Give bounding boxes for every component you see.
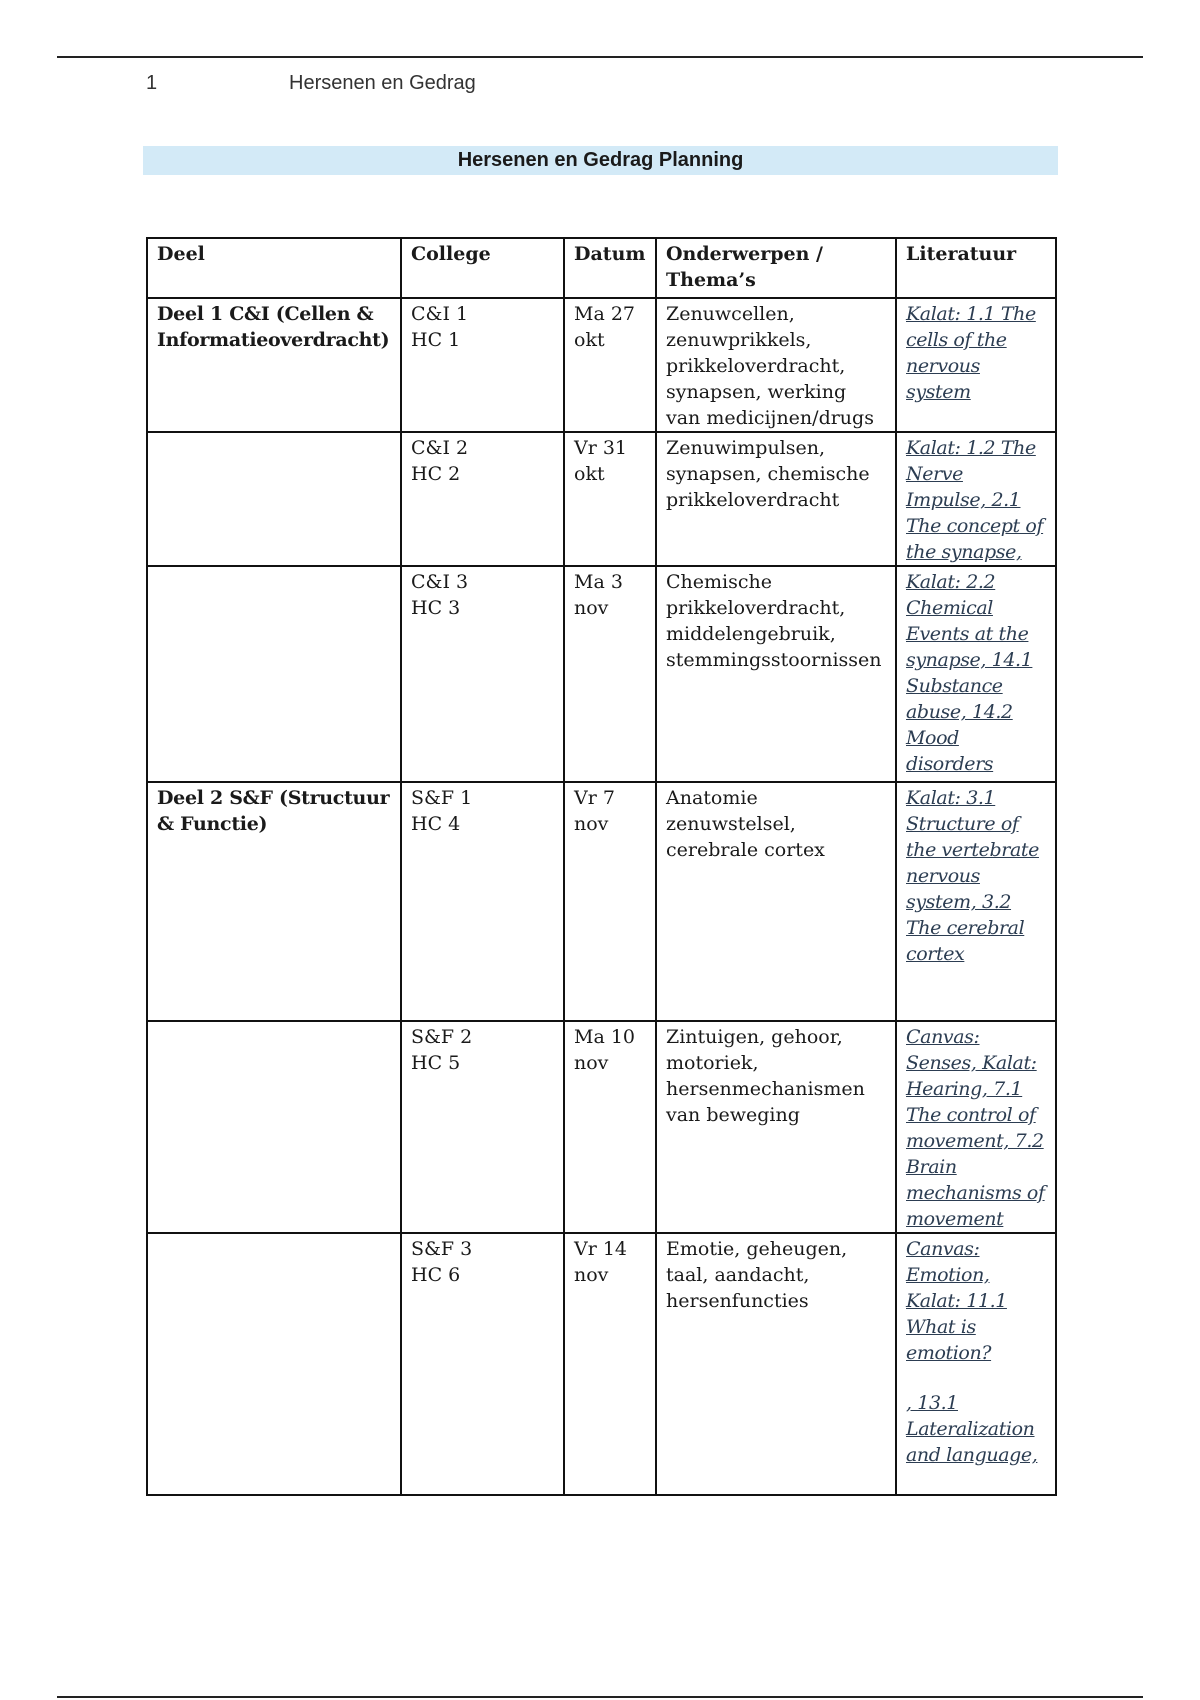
column-header-deel: Deel — [147, 238, 401, 298]
literatuur-cell — [896, 566, 1056, 782]
table-row — [147, 432, 1056, 566]
deel-cell — [147, 432, 401, 566]
literatuur-cell — [896, 1233, 1056, 1495]
datum-month: nov — [574, 813, 609, 835]
planning-table — [146, 237, 1057, 1496]
datum-cell — [564, 1233, 656, 1495]
datum-day: Ma 10 — [574, 1026, 635, 1048]
college-code: S&F 3 — [411, 1238, 473, 1260]
literatuur-link[interactable]: Canvas: Emotion, Kalat: 11.1 What is emotion? — [906, 1238, 1007, 1364]
column-header-datum: Datum — [564, 238, 656, 298]
deel-cell — [147, 1233, 401, 1495]
datum-cell — [564, 566, 656, 782]
datum-day: Vr 31 — [574, 437, 628, 459]
table-row — [147, 782, 1056, 1021]
college-code: S&F 2 — [411, 1026, 473, 1048]
literatuur-link[interactable]: Kalat: 1.1 The cells of the nervous system — [906, 303, 1036, 403]
page-number: 1 — [146, 72, 158, 94]
college-cell — [401, 1021, 564, 1233]
college-hc: HC 4 — [411, 813, 461, 835]
deel-cell: Deel 2 S&F (Structuur & Functie) — [147, 782, 401, 1021]
college-hc: HC 2 — [411, 463, 461, 485]
datum-day: Vr 7 — [574, 787, 615, 809]
document-title-bar — [143, 146, 1058, 175]
college-code: C&I 2 — [411, 437, 469, 459]
literatuur-cell — [896, 432, 1056, 566]
table-row — [147, 1233, 1056, 1495]
footer-rule — [57, 1696, 1143, 1698]
column-header-literatuur: Literatuur — [896, 238, 1056, 298]
college-cell — [401, 782, 564, 1021]
table-row — [147, 1021, 1056, 1233]
onderwerpen-cell: Anatomie zenuwstelsel, cerebrale cortex — [656, 782, 896, 1021]
literatuur-link[interactable]: Kalat: 2.2 Chemical Events at the synapse, 14.1 Substance abuse, 14.2 Mood disorders — [906, 571, 1033, 775]
literatuur-link[interactable]: Canvas: Senses, Kalat: Hearing, 7.1 The control of movement, 7.2 Brain mechanisms of movement — [906, 1026, 1045, 1230]
literatuur-link[interactable]: Kalat: 3.1 Structure of the vertebrate nervous system, 3.2 The cerebral cortex — [906, 787, 1039, 965]
onderwerpen-cell: Emotie, geheugen, taal, aandacht, hersenfuncties — [656, 1233, 896, 1495]
college-cell — [401, 566, 564, 782]
datum-day: Vr 14 — [574, 1238, 628, 1260]
header-rule — [57, 56, 1143, 58]
college-cell — [401, 298, 564, 432]
column-header-onderwerpen: Onderwerpen / Thema’s — [656, 238, 896, 298]
literatuur-cell — [896, 1021, 1056, 1233]
literatuur-link[interactable]: , 13.1 Lateralization and language, — [906, 1392, 1038, 1466]
datum-cell — [564, 1021, 656, 1233]
datum-month: nov — [574, 1052, 609, 1074]
literatuur-cell — [896, 298, 1056, 432]
datum-cell — [564, 782, 656, 1021]
datum-day: Ma 27 — [574, 303, 635, 325]
table-header-row — [147, 238, 1056, 298]
college-hc: HC 5 — [411, 1052, 461, 1074]
datum-cell — [564, 298, 656, 432]
datum-day: Ma 3 — [574, 571, 623, 593]
running-header-title: Hersenen en Gedrag — [289, 72, 476, 94]
college-code: S&F 1 — [411, 787, 473, 809]
datum-month: okt — [574, 463, 605, 485]
column-header-college: College — [401, 238, 564, 298]
table-row — [147, 298, 1056, 432]
onderwerpen-cell: Zenuwcellen, zenuwprikkels, prikkeloverdracht, synapsen, werking van medicijnen/drugs — [656, 298, 896, 432]
college-code: C&I 3 — [411, 571, 469, 593]
onderwerpen-cell: Chemische prikkeloverdracht, middelengebruik, stemmingsstoornissen — [656, 566, 896, 782]
onderwerpen-cell: Zintuigen, gehoor, motoriek, hersenmechanismen van beweging — [656, 1021, 896, 1233]
datum-cell — [564, 432, 656, 566]
college-cell — [401, 1233, 564, 1495]
table-row — [147, 566, 1056, 782]
college-cell — [401, 432, 564, 566]
deel-cell — [147, 566, 401, 782]
onderwerpen-cell: Zenuwimpulsen, synapsen, chemische prikkeloverdracht — [656, 432, 896, 566]
college-hc: HC 3 — [411, 597, 461, 619]
document-title: Hersenen en Gedrag Planning — [457, 149, 744, 171]
deel-cell: Deel 1 C&I (Cellen & Informatieoverdracht) — [147, 298, 401, 432]
literatuur-cell — [896, 782, 1056, 1021]
college-hc: HC 6 — [411, 1264, 461, 1286]
college-hc: HC 1 — [411, 329, 461, 351]
college-code: C&I 1 — [411, 303, 469, 325]
literatuur-link[interactable]: Kalat: 1.2 The Nerve Impulse, 2.1 The concept of the synapse, — [906, 437, 1044, 563]
datum-month: nov — [574, 1264, 609, 1286]
datum-month: nov — [574, 597, 609, 619]
deel-cell — [147, 1021, 401, 1233]
datum-month: okt — [574, 329, 605, 351]
